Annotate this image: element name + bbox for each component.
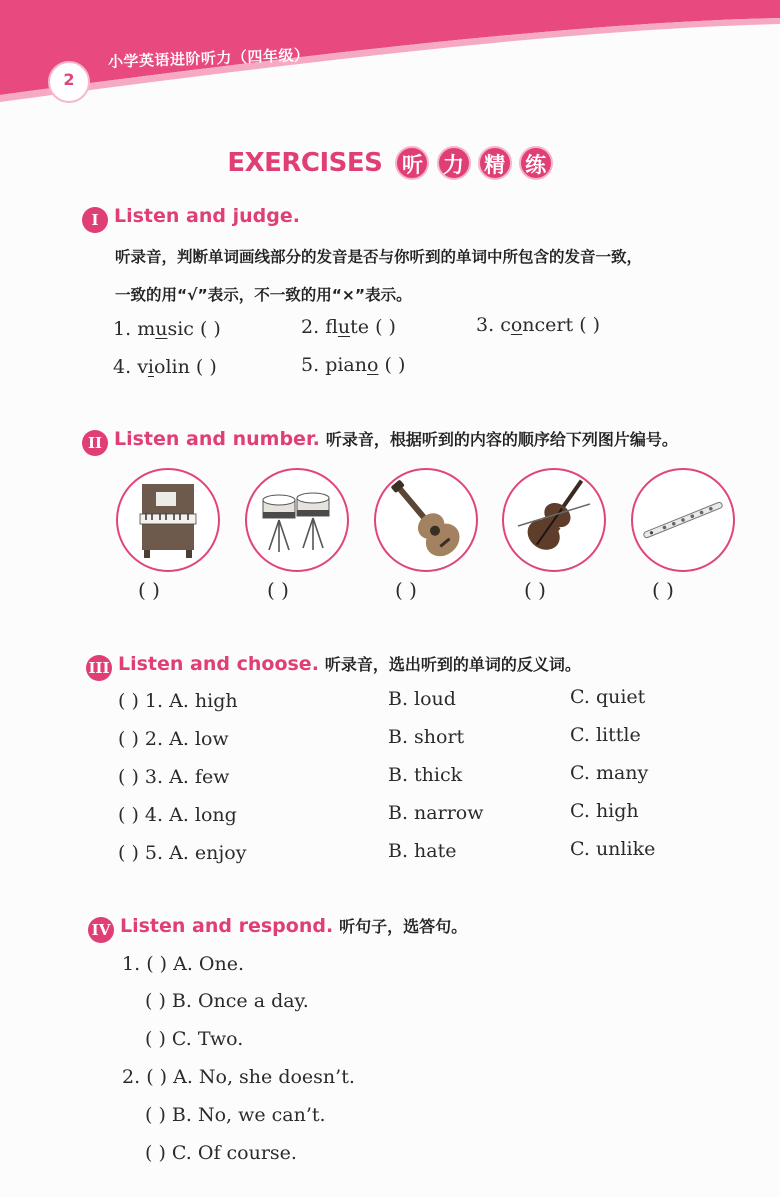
guitar-picture	[374, 468, 478, 572]
answer-blank[interactable]: ( )	[384, 354, 406, 376]
section-2-numeral: II	[82, 430, 108, 456]
judge-item-5: 5. piano ( )	[301, 354, 406, 376]
respond-q2-option-a: 2. ( ) A. No, she doesn’t.	[122, 1066, 355, 1088]
exercises-title-cn	[397, 146, 552, 180]
answer-blank[interactable]: ( )	[524, 578, 546, 602]
judge-item-3: 3. concert ( )	[476, 314, 601, 336]
judge-item-4: 4. violin ( )	[113, 356, 217, 378]
section-3-heading	[86, 652, 581, 681]
answer-blank[interactable]: ( )	[118, 804, 139, 826]
answer-blank[interactable]: ( )	[375, 316, 396, 338]
section-1-title: Listen and judge.	[114, 205, 300, 227]
piano-picture	[116, 468, 220, 572]
exercises-title	[0, 146, 780, 180]
answer-blank[interactable]: ( )	[145, 1104, 166, 1126]
answer-blank[interactable]: ( )	[267, 578, 289, 602]
answer-blank[interactable]: ( )	[118, 728, 139, 750]
violin-picture	[502, 468, 606, 572]
page-number: 2	[63, 70, 75, 89]
section-4-numeral: IV	[88, 917, 114, 943]
title-char-3: 精	[478, 146, 512, 180]
answer-blank[interactable]: ( )	[146, 1066, 168, 1088]
section-4-title: Listen and respond.	[120, 915, 334, 937]
answer-blank[interactable]: ( )	[652, 578, 674, 602]
section-1-heading	[82, 205, 300, 233]
respond-q2-option-c: ( ) C. Of course.	[145, 1142, 297, 1164]
page-header	[0, 0, 780, 110]
answer-blank[interactable]: ( )	[138, 578, 160, 602]
answer-blank[interactable]: ( )	[199, 318, 221, 340]
answer-blank[interactable]: ( )	[195, 356, 217, 378]
answer-blank[interactable]: ( )	[395, 578, 417, 602]
respond-q1-option-b: ( ) B. Once a day.	[145, 990, 309, 1012]
section-2-heading	[82, 427, 678, 456]
respond-q1-option-c: ( ) C. Two.	[145, 1028, 244, 1050]
answer-blank[interactable]: ( )	[145, 990, 166, 1012]
answer-blank[interactable]: ( )	[118, 690, 139, 712]
book-title: 小学英语进阶听力（四年级）	[107, 45, 310, 71]
respond-q1-option-a: 1. ( ) A. One.	[122, 953, 245, 975]
title-char-2: 力	[437, 146, 471, 180]
answer-blank[interactable]: ( )	[118, 766, 139, 788]
section-1-instruction-2: 一致的用“√”表示，不一致的用“×”表示。	[115, 286, 412, 304]
piano-icon	[118, 470, 218, 570]
answer-blank[interactable]: ( )	[118, 842, 139, 864]
answer-blank[interactable]: ( )	[145, 1142, 166, 1164]
answer-blank[interactable]: ( )	[579, 314, 601, 336]
judge-item-1: 1. music ( )	[113, 318, 221, 340]
section-1-instruction-1: 听录音，判断单词画线部分的发音是否与你听到的单词中所包含的发音一致，	[115, 248, 643, 266]
judge-item-2: 2. flute ( )	[301, 316, 396, 338]
section-3-instruction: 听录音，选出听到的单词的反义词。	[324, 655, 581, 674]
respond-q2-option-b: ( ) B. No, we can’t.	[145, 1104, 326, 1126]
title-char-1: 听	[395, 146, 429, 180]
section-3-numeral: III	[86, 655, 112, 681]
violin-icon	[504, 470, 604, 570]
flute-icon	[633, 470, 733, 570]
section-4-heading	[88, 914, 467, 943]
section-2-instruction: 听录音，根据听到的内容的顺序给下列图片编号。	[325, 430, 678, 449]
answer-blank[interactable]: ( )	[146, 953, 168, 975]
section-1-numeral: I	[82, 207, 108, 233]
flute-picture	[631, 468, 735, 572]
section-3-title: Listen and choose.	[118, 653, 319, 675]
answer-blank[interactable]: ( )	[145, 1028, 166, 1050]
section-2-title: Listen and number.	[114, 428, 320, 450]
title-char-4: 练	[519, 146, 553, 180]
guitar-icon	[376, 470, 476, 570]
drums-picture	[245, 468, 349, 572]
section-4-instruction: 听句子，选答句。	[339, 917, 468, 936]
drums-icon	[247, 470, 347, 570]
exercises-title-en: EXERCISES	[227, 148, 383, 178]
